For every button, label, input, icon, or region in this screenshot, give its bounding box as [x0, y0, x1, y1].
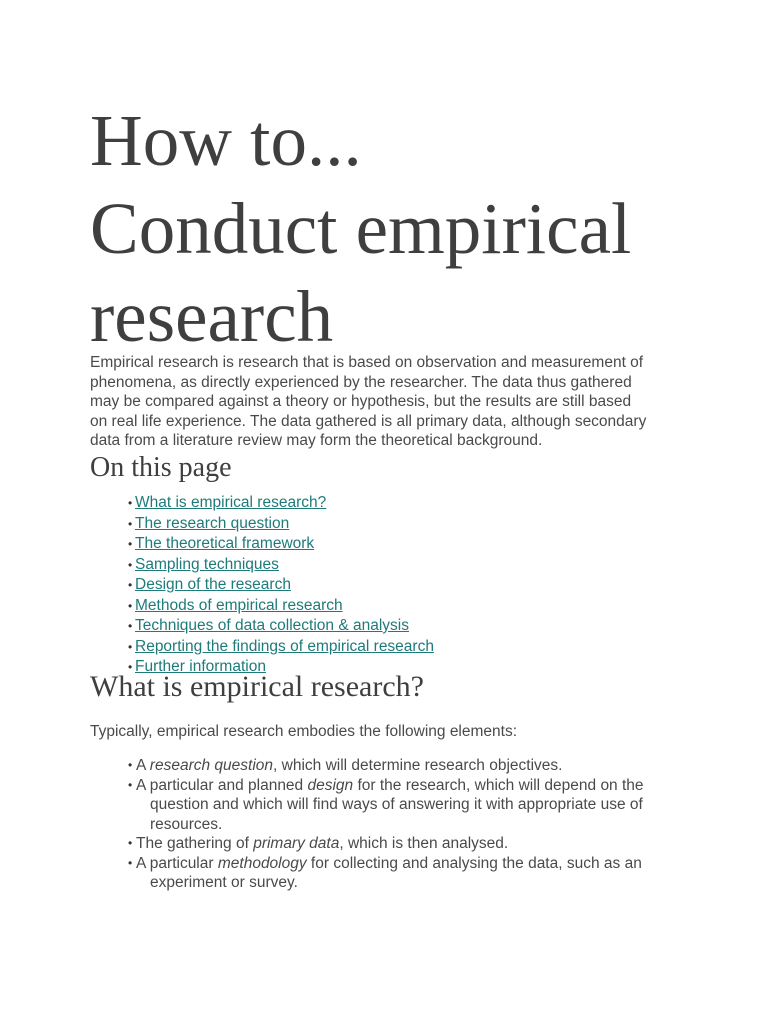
item-text: for the research, which will depend on the: [353, 776, 644, 794]
bullet-icon: •: [128, 619, 133, 633]
toc-link-techniques[interactable]: Techniques of data collection & analysis: [135, 617, 409, 634]
intro-line: may be compared against a theory or hypothesis, but the results are still based: [90, 393, 632, 410]
toc-link-methods[interactable]: Methods of empirical research: [135, 596, 343, 614]
bullet-icon: •: [128, 557, 133, 572]
item-continuation: question and which will find ways of answering it with appropriate use of: [150, 796, 643, 813]
page-title: [90, 97, 750, 361]
toc-link-design[interactable]: Design of the research: [135, 576, 291, 593]
toc-item: [128, 616, 434, 637]
toc-link-what-is[interactable]: What is empirical research?: [135, 494, 327, 511]
toc-link-further-information[interactable]: Further information: [135, 658, 266, 675]
item-emphasis: primary data: [253, 835, 340, 852]
bullet-icon: •: [128, 855, 133, 870]
bullet-icon: •: [128, 639, 133, 654]
item-text: A particular: [136, 854, 218, 872]
toc-link-reporting[interactable]: Reporting the findings of empirical research: [135, 637, 434, 655]
bullet-icon: •: [128, 516, 133, 531]
bullet-icon: •: [128, 836, 133, 850]
title-line-3: research: [90, 276, 334, 357]
bullet-icon: •: [128, 496, 133, 510]
title-line-1: How to...: [90, 100, 362, 181]
toc-link-research-question[interactable]: The research question: [135, 514, 290, 532]
list-item: [128, 756, 728, 776]
bullet-icon: •: [128, 758, 133, 772]
bullet-icon: •: [128, 777, 133, 792]
item-continuation: experiment or survey.: [150, 874, 298, 891]
intro-line: phenomena, as directly experienced by the researcher. The data thus gathered: [90, 373, 632, 391]
item-emphasis: methodology: [217, 854, 307, 872]
toc-link-sampling[interactable]: Sampling techniques: [135, 555, 279, 573]
toc-list: [128, 493, 434, 678]
list-item: [128, 834, 728, 854]
item-line: [136, 854, 728, 874]
item-emphasis: research question: [149, 757, 274, 774]
item-emphasis: design: [307, 776, 354, 794]
list-item: [128, 776, 728, 835]
item-text: , which will determine research objectives.: [273, 757, 563, 774]
item-text: for collecting and analysing the data, such as an: [306, 854, 642, 872]
bullet-icon: •: [128, 578, 133, 592]
item-continuation: resources.: [150, 815, 223, 833]
toc-item: [128, 534, 434, 555]
toc-item: [128, 575, 434, 596]
item-line: [136, 834, 728, 854]
title-line-2: Conduct empirical: [90, 188, 632, 269]
item-text: A particular and planned: [136, 776, 308, 794]
intro-line: on real life experience. The data gathered is all primary data, although secondary: [90, 412, 647, 430]
item-text: The gathering of: [136, 835, 254, 852]
item-line: [136, 756, 728, 776]
toc-item: [128, 555, 434, 576]
elements-list: [128, 756, 728, 893]
item-text: A: [136, 757, 150, 774]
list-item: [128, 854, 728, 893]
item-line: [136, 776, 728, 796]
on-this-page-heading: On this page: [90, 452, 232, 483]
intro-line: data from a literature review may form the theoretical background.: [90, 432, 543, 449]
bullet-icon: •: [128, 660, 133, 674]
toc-item: [128, 493, 434, 514]
bullet-icon: •: [128, 598, 133, 613]
toc-item: [128, 596, 434, 617]
item-text: , which is then analysed.: [339, 835, 509, 852]
elements-lead: Typically, empirical research embodies the following elements:: [90, 723, 518, 740]
what-is-heading: What is empirical research?: [90, 670, 424, 703]
intro-paragraph: [90, 353, 690, 451]
toc-item: [128, 637, 434, 658]
toc-item: [128, 514, 434, 535]
intro-line: Empirical research is research that is based on observation and measurement of: [90, 354, 644, 371]
bullet-icon: •: [128, 537, 133, 551]
toc-link-theoretical-framework[interactable]: The theoretical framework: [135, 535, 315, 552]
